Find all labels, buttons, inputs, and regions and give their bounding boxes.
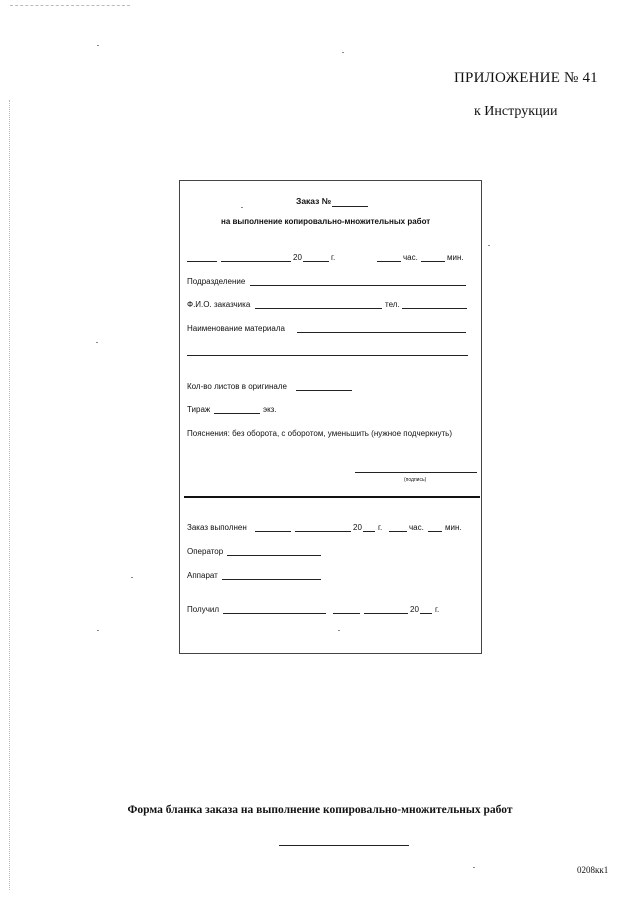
- copies-label: Тираж: [187, 405, 211, 414]
- order-form: [179, 180, 482, 654]
- received-day-line: [333, 613, 360, 614]
- completed-minutes-line: [428, 531, 442, 532]
- form-title: Заказ №: [296, 196, 332, 206]
- sheets-label: Кол-во листов в оригинале: [187, 382, 287, 391]
- scan-edge-top: [10, 5, 130, 6]
- caption-underline: [279, 845, 409, 846]
- received-year-suffix: г.: [435, 605, 440, 614]
- scan-speck: [488, 245, 490, 246]
- received-year-line: [420, 613, 432, 614]
- minutes-line: [421, 261, 445, 262]
- device-line: [222, 579, 321, 580]
- material-line: [297, 332, 466, 333]
- material-label: Наименование материала: [187, 324, 285, 333]
- date-year-line: [303, 261, 329, 262]
- scan-speck: [338, 630, 340, 631]
- scan-speck: [131, 577, 133, 578]
- appendix-number: ПРИЛОЖЕНИЕ № 41: [454, 70, 598, 86]
- date-month-line: [221, 261, 291, 262]
- department-label: Подразделение: [187, 277, 246, 286]
- instruction-reference: к Инструкции: [474, 104, 558, 119]
- scan-speck: [473, 867, 475, 868]
- customer-line: [255, 308, 382, 309]
- received-year-prefix: 20: [410, 605, 419, 614]
- form-separator: [184, 496, 480, 498]
- date-year-prefix: 20: [293, 253, 302, 262]
- scan-speck: [241, 207, 243, 208]
- operator-line: [227, 555, 321, 556]
- completed-day-line: [255, 531, 291, 532]
- completed-hours-label: час.: [409, 523, 424, 532]
- date-year-suffix: г.: [331, 253, 336, 262]
- received-month-line: [364, 613, 408, 614]
- copies-line: [214, 413, 260, 414]
- scan-speck: [97, 45, 99, 46]
- hours-line: [377, 261, 401, 262]
- completed-year-line: [363, 531, 375, 532]
- notes-text: Пояснения: без оборота, с оборотом, уменьшить (нужное подчеркнуть): [187, 429, 452, 438]
- copies-unit: экз.: [263, 405, 277, 414]
- scan-edge-left: [9, 100, 10, 890]
- operator-label: Оператор: [187, 547, 224, 556]
- form-caption: Форма бланка заказа на выполнение копировально-множительных работ: [127, 804, 513, 816]
- completed-year-suffix: г.: [378, 523, 383, 532]
- completed-month-line: [295, 531, 351, 532]
- minutes-label: мин.: [447, 253, 464, 262]
- sheets-line: [296, 390, 352, 391]
- completed-minutes-label: мин.: [445, 523, 462, 532]
- received-name-line: [223, 613, 326, 614]
- received-label: Получил: [187, 605, 219, 614]
- completed-hours-line: [389, 531, 407, 532]
- order-number-line: [332, 206, 368, 207]
- device-label: Аппарат: [187, 571, 218, 580]
- form-subtitle: на выполнение копировально-множительных работ: [221, 217, 431, 226]
- scan-speck: [96, 342, 98, 343]
- signature-label: (подпись): [404, 477, 427, 483]
- scan-speck: [97, 630, 99, 631]
- document-code: 0208кк1: [577, 865, 609, 875]
- customer-label: Ф.И.О. заказчика: [187, 300, 251, 309]
- hours-label: час.: [403, 253, 418, 262]
- completed-year-prefix: 20: [353, 523, 362, 532]
- signature-line: [355, 472, 477, 473]
- date-day-line: [187, 261, 217, 262]
- department-line: [250, 285, 466, 286]
- phone-line: [402, 308, 467, 309]
- completed-label: Заказ выполнен: [187, 523, 247, 532]
- scan-speck: [342, 52, 344, 53]
- phone-label: тел.: [385, 300, 400, 309]
- material-line-2: [187, 355, 468, 356]
